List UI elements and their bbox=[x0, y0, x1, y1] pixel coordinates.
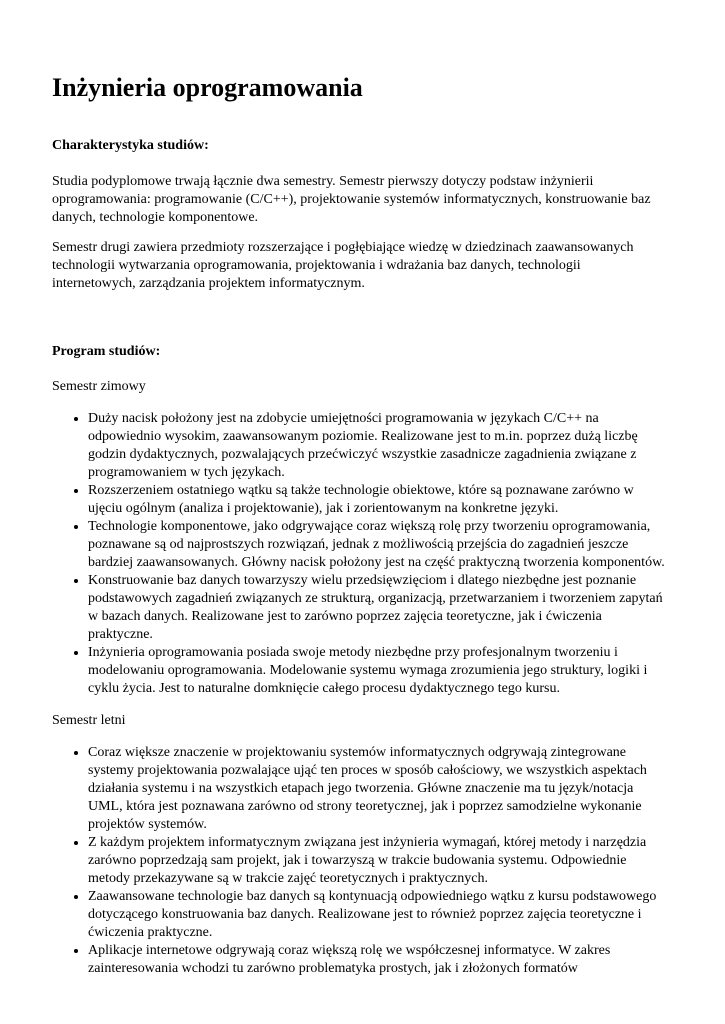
list-item: • Coraz większe znaczenie w projektowaniu systemów informatycznych odgrywają zintegrowane systemy projektowania pozwalające ująć ten proces w sposób całościowy, we wszystkich aspektach działania systemu i na wszystkich etapach jego tworzenia. Główne znaczenie ma tu język/notacja UML, która jest poznawana zarówno od strony teoretycznej, jak i poprzez samodzielne wykonanie projektów systemów. bbox=[88, 744, 665, 834]
program-heading: Program studiów: bbox=[52, 343, 161, 359]
list-item: • Rozszerzeniem ostatniego wątku są także technologie obiektowe, które są poznawane zarówno w ujęciu ogólnym (analiza i projektowanie), jak i zorientowanym na konkretne języki. bbox=[88, 482, 665, 518]
characteristics-paragraph-1: Studia podyplomowe trwają łącznie dwa semestry. Semestr pierwszy dotyczy podstaw inżynierii oprogramowania: programowanie (C/C++), projektowanie systemów informatycznych, konstruowanie baz danych, technologie komponentowe. bbox=[52, 173, 651, 225]
summer-semester-list bbox=[52, 744, 665, 978]
page-title: Inżynieria oprogramowania bbox=[52, 73, 363, 102]
list-item: • Inżynieria oprogramowania posiada swoje metody niezbędne przy profesjonalnym tworzeniu i modelowaniu oprogramowania. Modelowanie systemu wymaga zrozumienia jego struktury, logiki i cyklu życia. Jest to naturalne domknięcie całego procesu dydaktycznego tego kursu. bbox=[88, 644, 665, 698]
list-item: • Technologie komponentowe, jako odgrywające coraz większą rolę przy tworzeniu oprogramowania, poznawane są od najprostszych rozwiązań, jednak z możliwością przejścia do zagadnień jeszcze bardziej zaawansowanych. Główny nacisk położony jest na część praktyczną tworzenia komponentów. bbox=[88, 518, 665, 572]
winter-semester-list bbox=[52, 410, 665, 698]
list-item: • Duży nacisk położony jest na zdobycie umiejętności programowania w językach C/C++ na odpowiednio wysokim, zaawansowanym poziomie. Realizowane jest to m.in. poprzez dużą liczbę godzin dydaktycznych, pozwalających przećwiczyć wszystkie zasadnicze zagadnienia związane z programowaniem w tych językach. bbox=[88, 410, 665, 482]
list-item: • Aplikacje internetowe odgrywają coraz większą rolę we współczesnej informatyce. W zakres zainteresowania wchodzi tu zarówno problematyka prostych, jak i złożonych formatów bbox=[88, 942, 665, 978]
list-item: • Zaawansowane technologie baz danych są kontynuacją odpowiedniego wątku z kursu podstawowego dotyczącego konstruowania baz danych. Realizowane jest to również poprzez zajęcia teoretyczne i ćwiczenia praktyczne. bbox=[88, 888, 665, 942]
list-item: • Konstruowanie baz danych towarzyszy wielu przedsięwzięciom i dlatego niezbędne jest poznanie podstawowych zagadnień związanych ze strukturą, organizacją, przetwarzaniem i tworzeniem zapytań w bazach danych. Realizowane jest to zarówno poprzez zajęcia teoretyczne, jak i ćwiczenia praktyczne. bbox=[88, 572, 665, 644]
section-spacer bbox=[52, 305, 665, 343]
characteristics-paragraph-2: Semestr drugi zawiera przedmioty rozszerzające i pogłębiające wiedzę w dziedzinach zaawansowanych technologii wytwarzania oprogramowania, projektowania i wdrażania baz danych, technologii internetowych, zarządzania projektem informatycznym. bbox=[52, 239, 634, 291]
list-item: • Z każdym projektem informatycznym związana jest inżynieria wymagań, której metody i narzędzia zarówno poprzedzają sam projekt, jak i towarzyszą w trakcie budowania systemu. Odpowiednie metody przekazywane są w trakcie zajęć teoretycznych i praktycznych. bbox=[88, 834, 665, 888]
winter-semester-title: Semestr zimowy bbox=[52, 379, 146, 395]
summer-semester-title: Semestr letni bbox=[52, 713, 126, 729]
characteristics-heading: Charakterystyka studiów: bbox=[52, 138, 209, 154]
